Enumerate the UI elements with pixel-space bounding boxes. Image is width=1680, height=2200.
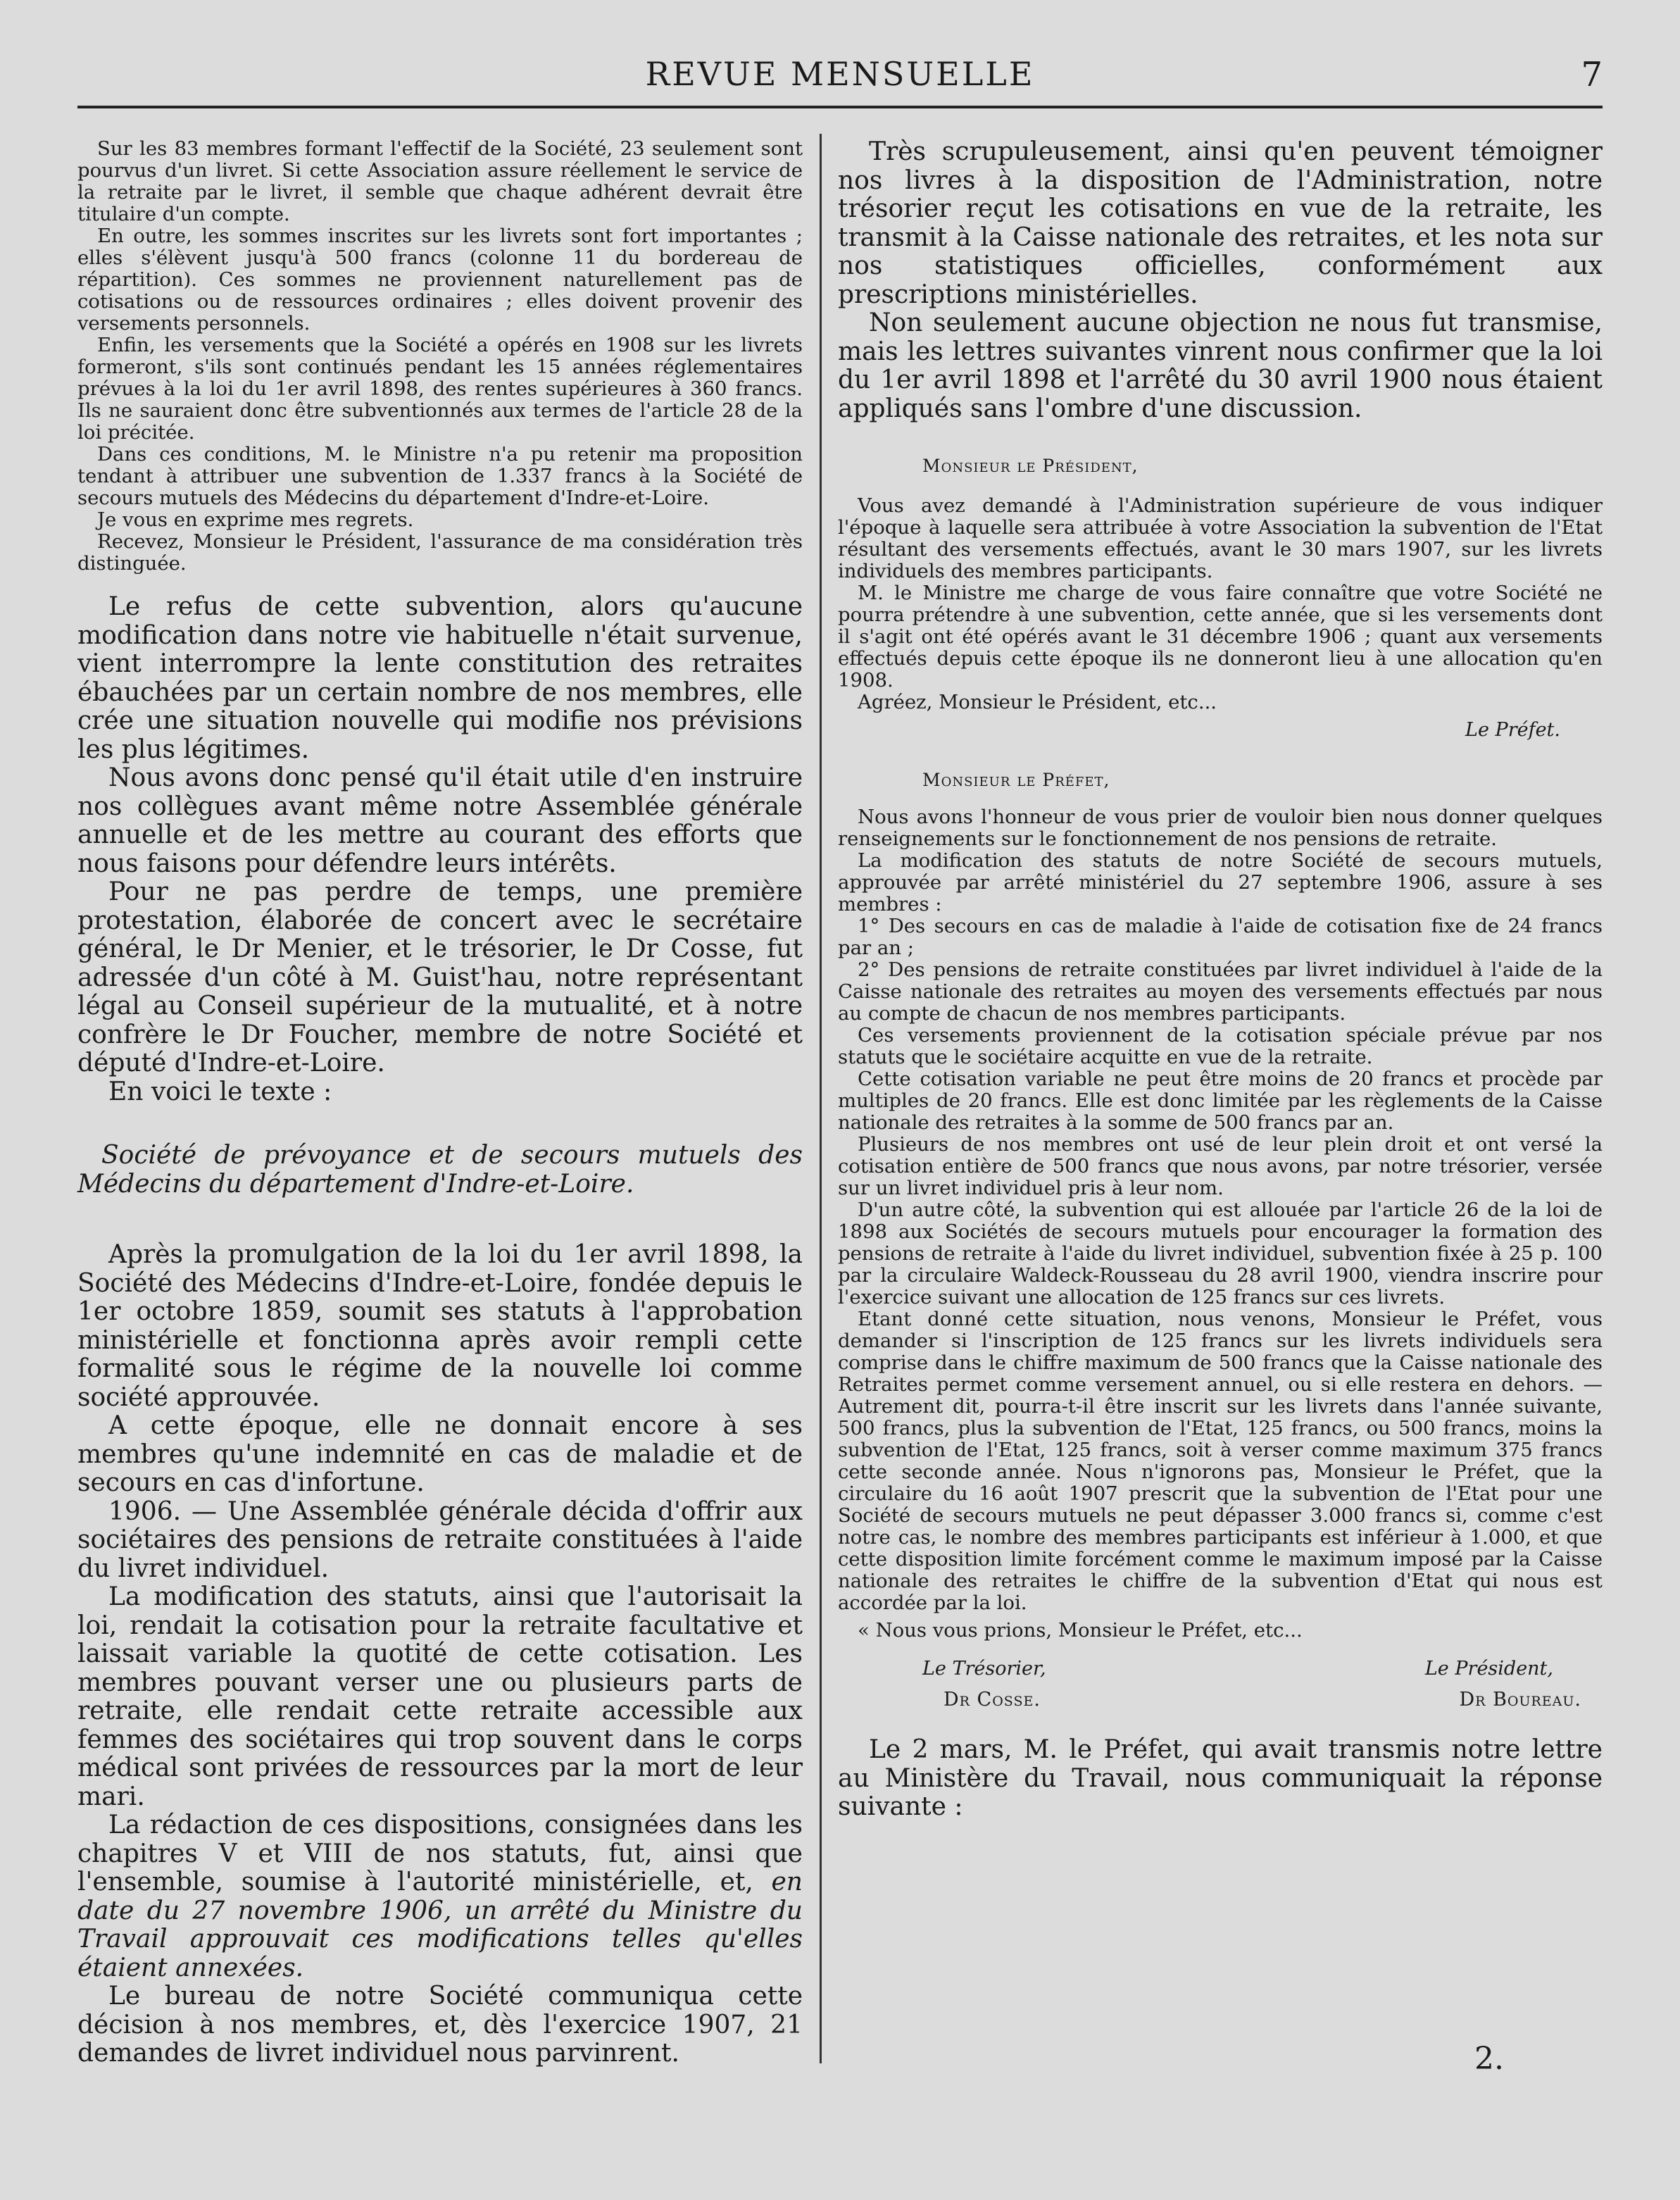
paragraph: Cette cotisation variable ne peut être moins de 20 francs et procède par multiples de 20 francs. Elle est donc limitée par les règlements de la Caisse nationale des retraites à la somme de 500 francs par an. (838, 1068, 1603, 1134)
right-column (838, 138, 1603, 1822)
president-name: Dr Boureau. (1459, 1689, 1581, 1711)
letter-signature: Le Préfet. (1465, 719, 1560, 741)
paragraph: Enfin, les versements que la Société a opérés en 1908 sur les livrets formeront, s'ils sont continués pendant les 15 années réglementaires prévues à la loi du 1er avril 1898, des rentes supérieures à 360 francs. Ils ne sauraient donc être subventionnés aux termes de l'article 28 de la loi précitée. (77, 334, 803, 444)
paragraph: Nous avons l'honneur de vous prier de vouloir bien nous donner quelques renseignements sur le fonctionnement de nos pensions de retraite. (838, 806, 1603, 850)
letter-salutation: Monsieur le Président, (922, 456, 1139, 476)
paragraph: Dans ces conditions, M. le Ministre n'a pu retenir ma proposition tendant à attribuer une subvention de 1.337 francs à la Société de secours mutuels des Médecins du département d'Indre-et-Loire. (77, 443, 803, 509)
paragraph: A cette époque, elle ne donnait encore à ses membres qu'une indemnité en cas de maladie et de secours en cas d'infortune. (77, 1411, 803, 1497)
signature-names (838, 1688, 1603, 1712)
running-header (77, 55, 1603, 97)
paragraph: Après la promulgation de la loi du 1er avril 1898, la Société des Médecins d'Indre-et-Loire, fondée depuis le 1er octobre 1859, soumit ses statuts à l'approbation ministérielle et fonctionna après avoir rempli cette formalité sous le régime de la nouvelle loi comme société approuvée. (77, 1240, 803, 1412)
paragraph: M. le Ministre me charge de vous faire connaître que votre Société ne pourra prétendre à une subvention, cette année, que si les versements dont il s'agit ont été opérés avant le 31 décembre 1906 ; quant aux versements effectués depuis cette époque ils ne donneront lieu à une allocation qu'en 1908. (838, 582, 1603, 692)
paragraph: 2° Des pensions de retraite constituées par livret individuel à l'aide de la Caisse nationale des retraites au moyen des versements effectués par nous au compte de chacun de nos membres participants. (838, 958, 1603, 1025)
paragraph (77, 1811, 803, 1982)
paragraph: 1906. — Une Assemblée générale décida d'offrir aux sociétaires des pensions de retraite constituées à l'aide du livret individuel. (77, 1496, 803, 1583)
paragraph: Sur les 83 membres formant l'effectif de la Société, 23 seulement sont pourvus d'un livret. Si cette Association assure réellement le service de la retraite par le livret, il semble que chaque adhérent devrait être titulaire d'un compte. (77, 137, 803, 225)
page-number: 7 (1581, 55, 1603, 94)
paragraph: 1° Des secours en cas de maladie à l'aide de cotisation fixe de 24 francs par an ; (838, 915, 1603, 959)
left-column (77, 138, 803, 2068)
paragraph: Je vous en exprime mes regrets. (97, 508, 414, 531)
paragraph: Agréez, Monsieur le Président, etc... (858, 691, 1217, 713)
running-title: REVUE MENSUELLE (645, 55, 1035, 93)
section-heading: Société de prévoyance et de secours mutuels des Médecins du département d'Indre-et-Loire. (77, 1141, 803, 1199)
paragraph: Pour ne pas perdre de temps, une première protestation, élaborée de concert avec le secrétaire général, le Dr Menier, et le trésorier, le Dr Cosse, fut adressée d'un côté à M. Guist'hau, notre représentant légal au Conseil supérieur de la mutualité, et à notre confrère le Dr Foucher, membre de notre Société et député d'Indre-et-Loire. (77, 877, 803, 1077)
column-divider (820, 134, 822, 2063)
letter-salutation: Monsieur le Préfet, (922, 770, 1110, 790)
italic-run: en date du 27 novembre 1906, un arrêté du Ministre du Travail approuvait ces modifications telles qu'elles étaient annexées. (77, 1868, 803, 1982)
paragraph: La modification des statuts, ainsi que l'autorisait la loi, rendait la cotisation pour la retraite facultative et laissait variable la quotité de cette cotisation. Les membres pouvant verser une ou plusieurs parts de retraite, elle rendait cette retraite accessible aux femmes des sociétaires qui trop souvent dans le corps médical sont privées de ressources par la mort de leur mari. (77, 1582, 803, 1811)
text-run: La rédaction de ces dispositions, consignées dans les chapitres V et VIII de nos statuts, fut, ainsi que l'ensemble, soumise à l'autorité ministérielle, et, (77, 1811, 803, 1896)
paragraph: Très scrupuleusement, ainsi qu'en peuvent témoigner nos livres à la disposition de l'Administration, notre trésorier reçut les cotisations en vue de la retraite, les transmit à la Caisse nationale des retraites, et les nota sur nos statistiques officielles, conformément aux prescriptions ministérielles. (838, 137, 1603, 309)
president-title: Le Président, (1424, 1658, 1553, 1680)
paragraph: D'un autre côté, la subvention qui est allouée par l'article 26 de la loi de 1898 aux Sociétés de secours mutuels pour encourager la formation des pensions de retraite à l'aide du livret individuel, subvention fixée à 25 p. 100 par la circulaire Waldeck-Rousseau du 28 avril 1900, viendra inscrire pour l'exercice suivant une allocation de 125 francs sur ces livrets. (838, 1199, 1603, 1308)
paragraph: Etant donné cette situation, nous venons, Monsieur le Préfet, vous demander si l'inscription de 125 francs sur les livrets individuels sera comprise dans le chiffre maximum de 500 francs que la Caisse nationale des Retraites permet comme versement annuel, ou si elle restera en dehors. — Autrement dit, pourra-t-il être inscrit sur les livrets dans l'année suivante, 500 francs, plus la subvention de l'Etat, 125 francs, ou 500 francs, moins la subvention de l'Etat, 125 francs, soit à verser comme maximum 375 francs cette seconde année. Nous n'ignorons pas, Monsieur le Préfet, que la circulaire du 16 août 1907 prescrit que la subvention de l'Etat pour une Société de secours mutuels ne peut dépasser 3.000 francs si, comme c'est notre cas, le nombre des membres participants est inférieur à 1.000, et que cette disposition limite forcément comme le maximum imposé par la Caisse nationale des retraites le chiffre de la subvention d'Etat qui nous est accordée par la loi. (838, 1308, 1603, 1614)
paragraph: Recevez, Monsieur le Président, l'assurance de ma considération très distinguée. (77, 530, 803, 575)
paragraph: Non seulement aucune objection ne nous fut transmise, mais les lettres suivantes vinrent nous confirmer que la loi du 1er avril 1898 et l'arrêté du 30 avril 1900 nous étaient appliqués sans l'ombre d'une discussion. (838, 308, 1603, 423)
paragraph: Vous avez demandé à l'Administration supérieure de vous indiquer l'époque à laquelle sera attribuée à votre Association la subvention de l'Etat résultant des versements effectués, avant le 30 mars 1907, sur les livrets individuels des membres participants. (838, 494, 1603, 582)
paragraph: « Nous vous prions, Monsieur le Préfet, etc... (858, 1619, 1303, 1642)
paragraph: Ces versements proviennent de la cotisation spéciale prévue par nos statuts que le sociétaire acquitte en vue de la retraite. (838, 1024, 1603, 1068)
treasurer-title: Le Trésorier, (922, 1658, 1046, 1680)
paragraph: Le bureau de notre Société communiqua cette décision à nos membres, et, dès l'exercice 1907, 21 demandes de livret individuel nous parvinrent. (77, 1982, 803, 2068)
treasurer-name: Dr Cosse. (944, 1689, 1041, 1711)
signature-titles (838, 1657, 1603, 1681)
paragraph: La modification des statuts de notre Société de secours mutuels, approuvée par arrêté ministériel du 27 septembre 1906, assure à ses membres : (838, 849, 1603, 915)
paragraph: Le refus de cette subvention, alors qu'aucune modification dans notre vie habituelle n'était survenue, vient interrompre la lente constitution des retraites ébauchées par un certain nombre de nos membres, elle crée une situation nouvelle qui modifie nos prévisions les plus légitimes. (77, 592, 803, 764)
paragraph: Le 2 mars, M. le Préfet, qui avait transmis notre lettre au Ministère du Travail, nous communiquait la réponse suivante : (838, 1735, 1603, 1821)
header-rule (77, 106, 1603, 108)
paragraph: Nous avons donc pensé qu'il était utile d'en instruire nos collègues avant même notre Assemblée générale annuelle et de les mettre au courant des efforts que nous faisons pour défendre leurs intérêts. (77, 763, 803, 878)
paragraph: Plusieurs de nos membres ont usé de leur plein droit et ont versé la cotisation entière de 500 francs que nous avons, par notre trésorier, versée sur un livret individuel pris à leur nom. (838, 1133, 1603, 1199)
paragraph: En voici le texte : (108, 1077, 332, 1106)
paragraph: En outre, les sommes inscrites sur les livrets sont fort importantes ; elles s'élèvent jusqu'à 500 francs (colonne 11 du bordereau de répartition). Ces sommes ne proviennent naturellement pas de cotisations ou de ressources ordinaires ; elles doivent provenir des versements personnels. (77, 225, 803, 335)
signature-mark: 2. (1474, 2041, 1504, 2077)
